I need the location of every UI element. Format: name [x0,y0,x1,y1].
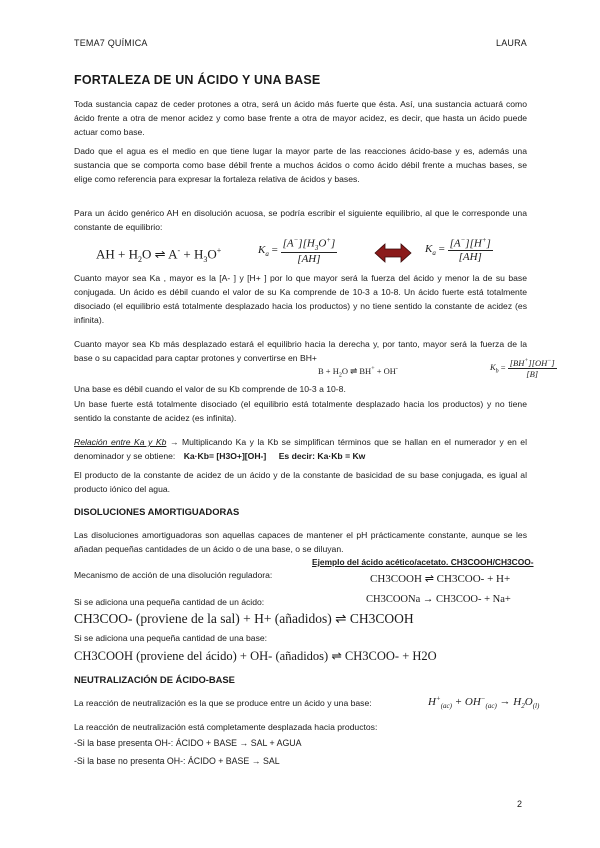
equation-salt-dissociation: CH3COONa → CH3COO- + Na+ [366,594,511,605]
relation-text: → Multiplicando Ka y la Kb se simplifican términos que se hallan en el numerador y en el denominador y se obtiene: [74,437,528,462]
paragraph-7: Un base fuerte está totalmente disociado (el equilibrio está totalmente desplazado hacia los productos) y no tiene sentido la constante de acidez (es infinita). [74,399,527,424]
equation-base-added: CH3COOH (proviene del ácido) + OH- (añadidos) ⇌ CH3COO- + H2O [74,649,437,663]
equation-acid-equilibrium: AH + $H_2O$ ⇌ $A^- + H_3O^+$ [96,246,222,264]
mechanism-text: Mecanismo de acción de una disolución reguladora: [74,570,273,580]
paragraph-4: Cuanto mayor sea Ka , mayor es la [A- ] y [H+ ] por lo que mayor será la fuerza del ácido y menor la de su base conjugada. Un ácido es débil cuando el valor de su Ka comprende de 10-3 a 10-8. Un ácido fuerte está totalmente disociado (el equilibrio está totalmente desplazado hacia los productos) y no tiene sentido la constante de acidez (es infinita). [74,273,527,326]
header-left: TEMA7 QUÍMICA [74,38,148,48]
page-title: FORTALEZA DE UN ÁCIDO Y UNA BASE [74,73,321,87]
equation-base-equilibrium: $B + H_2O$ ⇌ BH+ + OH- [318,366,398,379]
paragraph-5: Cuanto mayor sea Kb más desplazado estará el equilibrio hacia la derecha y, por tanto, mayor será la fuerza de la base o su capacidad para captar protones y convertirse en BH+ [74,339,527,364]
paragraph-6: Una base es débil cuando el valor de su Kb comprende de 10-3 a 10-8. [74,384,346,394]
equation-ka-expression: $K_a$ = $\frac{[A^-][H_3O^+]}{[AH]}$ [258,236,336,265]
paragraph-8 [74,435,527,463]
relation-formula-1: Ka·Kb= [H3O+][OH-] [183,451,267,462]
section-heading-neutralization: NEUTRALIZACIÓN DE ÁCIDO-BASE [74,674,235,685]
paragraph-1: Toda sustancia capaz de ceder protones a otra, será un ácido más fuerte que ésta. Así, una sustancia actuará como ácido frente a otra de menor acidez y como base frente a otra de mayor acidez, es decir, que hasta un ácido puede actuar como base. [74,99,527,138]
double-arrow-icon [374,243,412,263]
neutralization-text: La reacción de neutralización es la que se produce entre un ácido y una base: [74,698,372,708]
header-right: LAURA [496,38,528,48]
paragraph-3: Para un ácido genérico AH en disolución acuosa, se podría escribir el siguiente equilibrio, al que le corresponde una constante de equilibrio: [74,208,527,233]
section-heading-buffers: DISOLUCIONES AMORTIGUADORAS [74,506,240,517]
relation-label: Relación entre Ka y Kb [74,437,167,447]
paragraph-9: El producto de la constante de acidez de un ácido y de la constante de basicidad de su base conjugada, es igual al producto iónico del agua. [74,470,527,495]
buffers-paragraph: Las disoluciones amortiguadoras son aquellas capaces de mantener el pH prácticamente constante, aunque se les añadan pequeñas cantidades de un ácido o de una base, o se diluyan. [74,530,527,555]
page-number: 2 [517,799,523,809]
bullet-without-oh: -Si la base no presenta OH-: ÁCIDO + BASE → SAL [74,756,280,766]
equation-ka-simplified: $K_a$ = $\frac{[A^-][H^+]}{[AH]}$ [425,236,491,263]
equation-acid-added: CH3COO- (proviene de la sal) + H+ (añadidos) ⇌ CH3COOH [74,611,414,626]
paragraph-2: Dado que el agua es el medio en que tiene lugar la mayor parte de las reacciones ácido-base y es, además una sustancia que se comporta como base débil frente a muchos ácidos o como ácido débil frente a muchas bases, se elige como referencia para expresar la fortaleza relativa de ácidos y bases. [74,146,527,185]
equation-kb-expression: $K_b$ = $\frac{[BH^+][OH^-]}{[B]}$ [490,358,555,379]
bullet-with-oh: -Si la base presenta OH-: ÁCIDO + BASE → SAL + AGUA [74,738,302,748]
example-title: Ejemplo del ácido acético/acetato. CH3COOH/CH3COO- [312,557,534,567]
acid-added-text: Si se adiciona una pequeña cantidad de un ácido: [74,597,265,607]
relation-formula-2: Es decir: Ka·Kb = Kw [278,451,366,462]
neutralization-complete-text: La reacción de neutralización está completamente desplazada hacia productos: [74,722,378,732]
equation-mechanism: CH3COOH ⇌ CH3COO- + H+ [370,573,511,585]
equation-neutralization: $H^+_{(ac)} + OH^-_{(ac)} \to H_2O_{(l)}$ [428,694,540,710]
base-added-text: Si se adiciona una pequeña cantidad de una base: [74,633,268,643]
